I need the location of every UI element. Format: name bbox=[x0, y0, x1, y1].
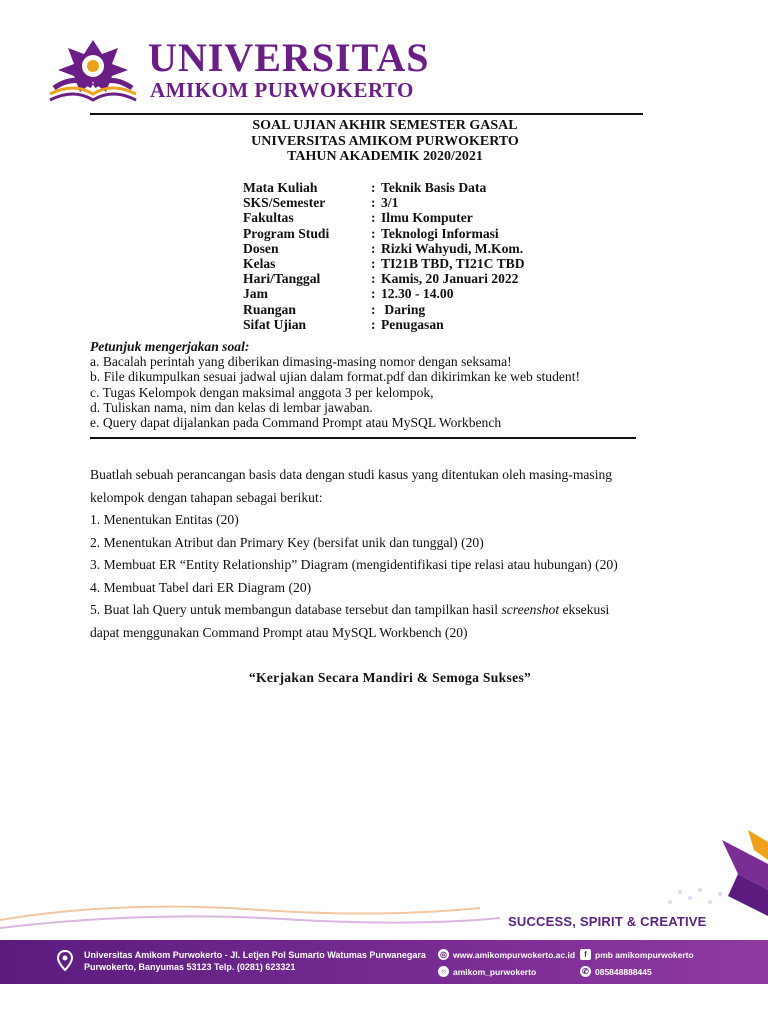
info-label: Dosen bbox=[243, 240, 279, 256]
info-row bbox=[243, 241, 525, 256]
task-item: dapat menggunakan Command Prompt atau MySQL Workbench (20) bbox=[90, 624, 468, 640]
info-colon: : bbox=[371, 180, 376, 195]
info-row bbox=[243, 210, 525, 225]
phone-text: 085848888445 bbox=[595, 966, 652, 977]
info-row bbox=[243, 317, 525, 332]
task-item bbox=[90, 599, 690, 622]
info-label: SKS/Semester bbox=[243, 195, 326, 211]
info-row bbox=[243, 286, 525, 301]
instructions-block bbox=[90, 339, 580, 430]
assignment-intro: Buatlah sebuah perancangan basis data dengan studi kasus yang ditentukan oleh masing-masing bbox=[90, 467, 613, 482]
info-row bbox=[243, 226, 525, 241]
assignment-intro: kelompok dengan tahapan sebagai berikut: bbox=[90, 489, 323, 505]
instruction-item: e. Query dapat dijalankan pada Command Prompt atau MySQL Workbench bbox=[90, 415, 502, 431]
instagram-text: amikom_purwokerto bbox=[453, 966, 537, 977]
instructions-title: Petunjuk mengerjakan soal: bbox=[90, 339, 250, 354]
info-row bbox=[243, 256, 525, 271]
task-text: 5. Buat lah Query untuk membangun database tersebut dan tampilkan hasil bbox=[90, 602, 502, 617]
location-pin-icon bbox=[56, 950, 74, 972]
globe-icon: ◎ bbox=[438, 949, 449, 960]
info-colon: : bbox=[371, 225, 376, 241]
university-title: UNIVERSITAS bbox=[148, 35, 430, 80]
footer-bar bbox=[0, 940, 768, 984]
task-emphasis: screenshot bbox=[501, 602, 560, 617]
letterhead bbox=[44, 36, 484, 106]
divider-top bbox=[90, 113, 643, 115]
info-label: Hari/Tanggal bbox=[243, 271, 321, 287]
info-colon: : bbox=[371, 255, 376, 271]
task-item: 4. Membuat Tabel dari ER Diagram (20) bbox=[90, 579, 312, 595]
decorative-dots-icon bbox=[0, 880, 768, 940]
footer-address bbox=[84, 949, 426, 973]
info-label: Program Studi bbox=[243, 225, 330, 241]
facebook-icon: f bbox=[580, 949, 591, 960]
footer-facebook[interactable] bbox=[580, 949, 694, 960]
exam-heading-line: SOAL UJIAN AKHIR SEMESTER GASAL bbox=[252, 118, 518, 133]
university-subtitle: AMIKOM PURWOKERTO bbox=[150, 78, 414, 102]
divider-middle bbox=[90, 437, 636, 439]
facebook-text: pmb amikompurwokerto bbox=[595, 949, 694, 960]
footer-phone[interactable] bbox=[580, 966, 652, 977]
instruction-item: c. Tugas Kelompok dengan maksimal anggota 3 per kelompok, bbox=[90, 384, 434, 400]
task-item: 2. Menentukan Atribut dan Primary Key (bersifat unik dan tunggal) (20) bbox=[90, 534, 484, 550]
info-row bbox=[243, 195, 525, 210]
info-value: Teknologi Informasi bbox=[381, 225, 499, 241]
instruction-item: d. Tuliskan nama, nim dan kelas di lembar jawaban. bbox=[90, 399, 373, 415]
tagline: SUCCESS, SPIRIT & CREATIVE bbox=[508, 914, 707, 929]
assignment-body bbox=[90, 464, 690, 644]
info-label: Jam bbox=[243, 286, 268, 302]
info-colon: : bbox=[371, 195, 376, 211]
info-row bbox=[243, 271, 525, 286]
task-item: 3. Membuat ER “Entity Relationship” Diagram (mengidentifikasi tipe relasi atau hubungan) (20) bbox=[90, 557, 618, 572]
info-colon: : bbox=[371, 210, 376, 226]
info-value: 3/1 bbox=[381, 195, 399, 211]
info-colon: : bbox=[371, 271, 376, 287]
whatsapp-icon: ✆ bbox=[580, 966, 591, 977]
task-item: 1. Menentukan Entitas (20) bbox=[90, 512, 239, 527]
info-label: Sifat Ujian bbox=[243, 316, 307, 332]
info-colon: : bbox=[371, 286, 376, 302]
info-value: 12.30 - 14.00 bbox=[381, 286, 454, 302]
info-label: Fakultas bbox=[243, 210, 294, 226]
info-label: Mata Kuliah bbox=[243, 180, 318, 195]
info-label: Kelas bbox=[243, 255, 276, 271]
info-colon: : bbox=[371, 240, 376, 256]
info-value: TI21B TBD, TI21C TBD bbox=[381, 255, 525, 271]
info-row bbox=[243, 302, 525, 317]
instruction-item: a. Bacalah perintah yang diberikan dimasing-masing nomor dengan seksama! bbox=[90, 354, 512, 370]
instruction-item: b. File dikumpulkan sesuai jadwal ujian dalam format.pdf dan dikirimkan ke web student! bbox=[90, 369, 581, 385]
university-logo-icon bbox=[44, 36, 142, 106]
info-value: Daring bbox=[381, 301, 426, 317]
instructions-list bbox=[90, 354, 580, 430]
info-value: Rizki Wahyudi, M.Kom. bbox=[381, 240, 524, 256]
website-text: www.amikompurwokerto.ac.id bbox=[453, 949, 576, 960]
info-value: Kamis, 20 Januari 2022 bbox=[381, 271, 519, 287]
task-list bbox=[90, 509, 690, 644]
closing-motto: “Kerjakan Secara Mandiri & Semoga Sukses” bbox=[248, 670, 532, 685]
footer-address-line: Universitas Amikom Purwokerto - Jl. Letjen Pol Sumarto Watumas Purwanegara bbox=[84, 950, 426, 960]
exam-info-table bbox=[243, 180, 525, 332]
footer-address-line: Purwokerto, Banyumas 53123 Telp. (0281) 623321 bbox=[84, 962, 296, 972]
footer-website[interactable] bbox=[438, 949, 575, 960]
info-label: Ruangan bbox=[243, 301, 296, 317]
instagram-icon: ○ bbox=[438, 966, 449, 977]
exam-heading-line: UNIVERSITAS AMIKOM PURWOKERTO bbox=[251, 133, 519, 149]
info-value: Ilmu Komputer bbox=[381, 210, 473, 226]
info-colon: : bbox=[371, 301, 376, 317]
info-value: Penugasan bbox=[381, 316, 444, 332]
exam-heading-line: TAHUN AKADEMIK 2020/2021 bbox=[287, 149, 483, 164]
task-text: eksekusi bbox=[559, 602, 610, 617]
info-row bbox=[243, 180, 525, 195]
exam-heading bbox=[90, 118, 680, 165]
info-value: Teknik Basis Data bbox=[381, 180, 487, 195]
info-colon: : bbox=[371, 316, 376, 332]
footer-instagram[interactable] bbox=[438, 966, 536, 977]
